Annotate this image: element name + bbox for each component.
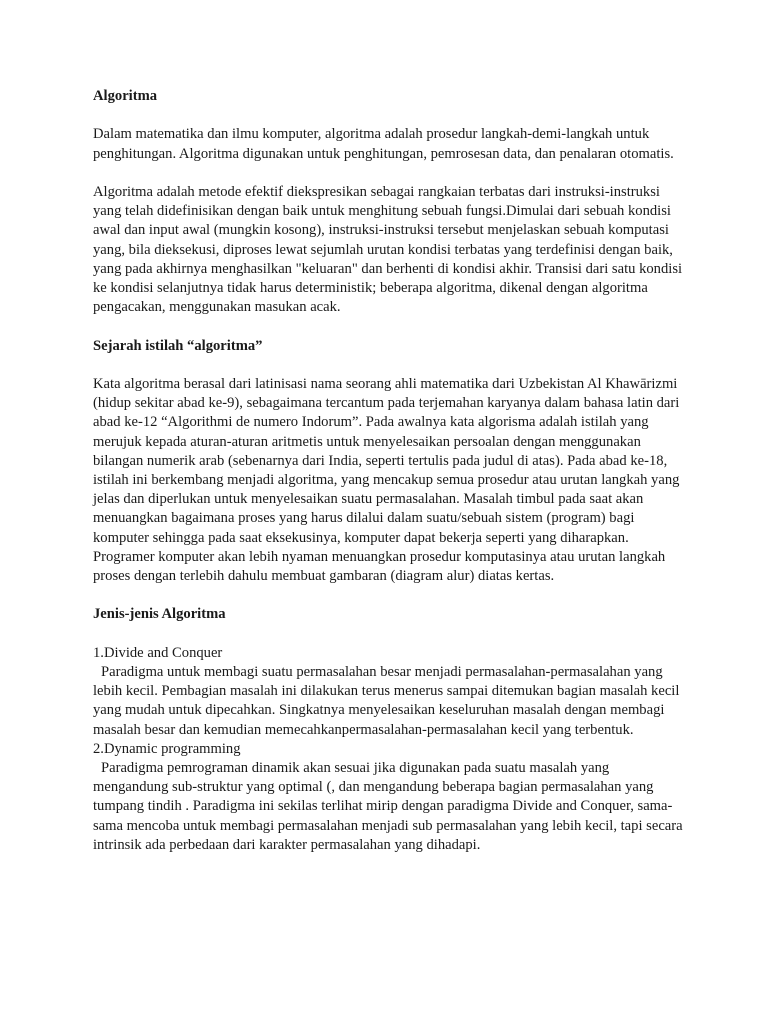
paragraph-history: Kata algoritma berasal dari latinisasi nama seorang ahli matematika dari Uzbekistan Al Khawārizmi (hidup sekitar abad ke-9), sebagaimana tercantum pada terjemahan karyanya dalam bahasa latin dari abad ke-12 “Algorithmi de numero Indorum”. Pada awalnya kata algorisma adalah istilah yang merujuk kepada aturan-aturan aritmetis untuk menyelesaikan persoalan dengan menggunakan bilangan numerik arab (sebenarnya dari India, seperti tertulis pada judul di atas). Pada abad ke-18, istilah ini berkembang menjadi algoritma, yang mencakup semua prosedur atau urutan langkah yang jelas dan diperlukan untuk menyelesaikan suatu permasalahan. Masalah timbul pada saat akan menuangkan bagaimana proses yang harus dilalui dalam suatu/sebuah sistem (program) bagi komputer sehingga pada saat eksekusinya, komputer dapat bekerja seperti yang diharapkan. Programer komputer akan lebih nyaman menuangkan prosedur komputasinya atau urutan langkah proses dengan terlebih dahulu membuat gambaran (diagram alur) diatas kertas. (93, 375, 680, 585)
list-item-title: 1.Divide and Conquer (93, 644, 223, 661)
section-heading-jenis: Jenis-jenis Algoritma (93, 606, 226, 623)
paragraph-method: Algoritma adalah metode efektif diekspresikan sebagai rangkaian terbatas dari instruksi-instruksi yang telah didefinisikan dengan baik untuk menghitung sebuah fungsi.Dimulai dari sebuah kondisi awal dan input awal (mungkin kosong), instruksi-instruksi tersebut menjelaskan sebuah komputasi yang, bila dieksekusi, diproses lewat sejumlah urutan kondisi terbatas yang terdefinisi dengan baik, yang pada akhirnya menghasilkan "keluaran" dan berhenti di kondisi akhir. Transisi dari satu kondisi ke kondisi selanjutnya tidak harus deterministik; beberapa algoritma, dikenal dengan algoritma pengacakan, menggunakan masukan acak. (93, 183, 683, 316)
document-body (93, 87, 683, 855)
list-item-body: Paradigma pemrograman dinamik akan sesuai jika digunakan pada suatu masalah yang mengandung sub-struktur yang optimal (, dan mengandung beberapa bagian permasalahan yang tumpang tindih . Paradigma ini sekilas terlihat mirip dengan paradigma Divide and Conquer, sama-sama mencoba untuk membagi permasalahan menjadi sub permasalahan yang lebih kecil, tapi secara intrinsik ada perbedaan dari karakter permasalahan yang dihadapi. (93, 760, 683, 853)
list-item-body: Paradigma untuk membagi suatu permasalahan besar menjadi permasalahan-permasalahan yang lebih kecil. Pembagian masalah ini dilakukan terus menerus sampai ditemukan bagian masalah kecil yang mudah untuk dipecahkan. Singkatnya menyelesaikan keseluruhan masalah dengan membagi masalah besar dan kemudian memecahkanpermasalahan-permasalahan kecil yang terbentuk. (93, 664, 680, 738)
section-heading-sejarah: Sejarah istilah “algoritma” (93, 337, 263, 354)
section-heading-algoritma: Algoritma (93, 88, 158, 104)
list-item-title: 2.Dynamic programming (93, 740, 241, 757)
paragraph-definition: Dalam matematika dan ilmu komputer, algoritma adalah prosedur langkah-demi-langkah untuk penghitungan. Algoritma digunakan untuk penghitungan, pemrosesan data, dan penalaran otomatis. (93, 126, 674, 162)
